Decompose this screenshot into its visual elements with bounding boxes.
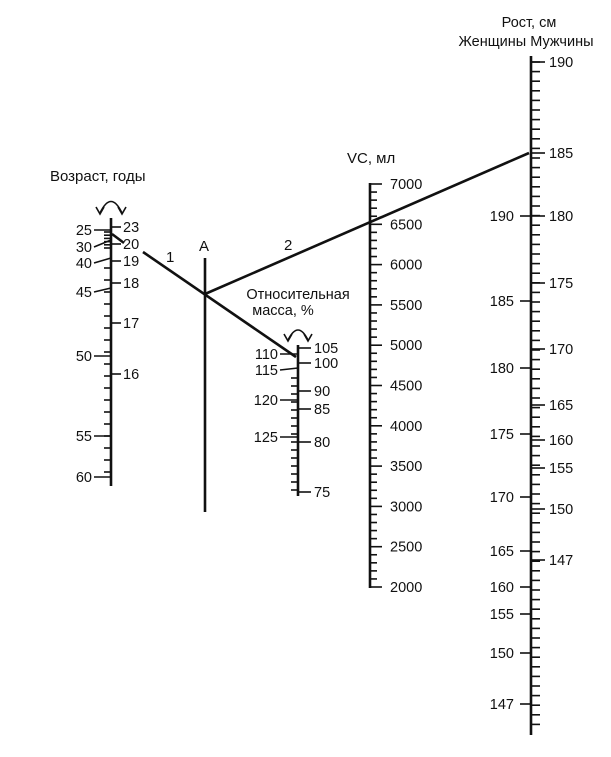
mass-rotate-arrowhead-right-icon [304, 334, 312, 341]
mass-left-labels [254, 347, 278, 446]
mass-scale-title-line1: Относительная [246, 287, 350, 303]
vc-label-3500: 3500 [390, 459, 423, 476]
mass-scale-title-line2: масса, % [252, 303, 314, 319]
age-scale-title: Возраст, годы [50, 168, 146, 185]
age-label-17: 17 [123, 316, 140, 332]
reference-line-a [199, 238, 209, 512]
height-scale-subtitle: Женщины Мужчины [458, 34, 594, 50]
vc-label-6000: 6000 [390, 257, 423, 274]
mass-axis-ticks [291, 378, 298, 490]
key-line-2 [205, 153, 529, 294]
age-label-23: 23 [123, 220, 140, 236]
height-men-label-155: 155 [549, 461, 574, 477]
height-men-label-170: 170 [549, 342, 574, 358]
age-label-55: 55 [75, 429, 92, 445]
age-left-pointers [94, 230, 111, 477]
vc-label-2500: 2500 [390, 539, 423, 556]
mass-label-85: 85 [314, 402, 331, 418]
age-label-20: 20 [123, 237, 140, 253]
mass-label-105: 105 [314, 341, 339, 357]
age-label-60: 60 [75, 470, 92, 486]
mass-label-90: 90 [314, 384, 331, 400]
mass-rotate-arrowhead-left-icon [284, 334, 292, 341]
height-scale [458, 15, 593, 735]
height-women-label-150: 150 [489, 646, 514, 662]
height-men-label-185: 185 [549, 146, 574, 162]
age-label-50: 50 [75, 349, 92, 365]
height-men-label-160: 160 [549, 433, 574, 449]
mass-label-75: 75 [314, 485, 331, 501]
mass-label-100: 100 [314, 356, 339, 372]
height-women-label-190: 190 [489, 209, 514, 225]
age-label-19: 19 [123, 254, 140, 270]
height-women-label-170: 170 [489, 490, 514, 506]
vc-label-7000: 7000 [390, 177, 423, 193]
key-line-2-label: 2 [284, 237, 293, 254]
vc-label-6500: 6500 [390, 217, 423, 234]
vc-label-5500: 5500 [390, 297, 423, 314]
mass-left-pointers [280, 354, 298, 437]
height-men-label-175: 175 [549, 276, 574, 292]
vc-axis-ticks [370, 184, 382, 587]
height-women-label-155: 155 [489, 607, 514, 623]
age-label-18: 18 [123, 276, 140, 292]
mass-label-115: 115 [254, 363, 278, 379]
height-women-label-147: 147 [489, 697, 514, 713]
age-left-labels [76, 223, 92, 486]
mass-label-110: 110 [254, 347, 278, 363]
height-men-label-180: 180 [549, 209, 574, 225]
age-right-labels [123, 220, 139, 383]
height-women-label-180: 180 [489, 361, 514, 377]
height-women-label-165: 165 [489, 544, 514, 560]
age-right-pointers [111, 227, 121, 374]
mass-scale [246, 287, 349, 501]
age-label-16: 16 [123, 367, 140, 383]
height-women-label-185: 185 [489, 294, 514, 310]
height-men-label-190: 190 [549, 55, 574, 71]
height-axis-ticks [531, 62, 540, 724]
line-a-label: A [199, 238, 210, 255]
mass-right-pointers [298, 348, 311, 492]
mass-label-120: 120 [253, 393, 278, 409]
age-label-45: 45 [75, 285, 92, 301]
vc-label-4500: 4500 [390, 378, 423, 395]
height-women-label-175: 175 [489, 427, 514, 443]
age-label-30: 30 [75, 240, 92, 256]
age-rotate-arrowhead-left-icon [96, 207, 104, 214]
age-label-40: 40 [75, 256, 92, 272]
mass-right-labels [314, 341, 338, 501]
age-label-25: 25 [75, 223, 92, 239]
vc-label-5000: 5000 [390, 338, 423, 355]
vc-label-4000: 4000 [390, 418, 423, 435]
mass-label-125: 125 [253, 430, 278, 446]
height-scale-title: Рост, см [501, 15, 557, 31]
vc-label-3000: 3000 [390, 499, 423, 516]
height-men-label-150: 150 [549, 502, 574, 518]
height-women-label-160: 160 [489, 580, 514, 596]
age-scale [50, 168, 145, 486]
key-line-1-label: 1 [166, 249, 175, 266]
vc-scale-title: VC, мл [347, 150, 396, 167]
vc-label-2000: 2000 [390, 580, 423, 596]
key-lines [143, 153, 529, 357]
height-women-labels [490, 209, 531, 713]
mass-label-80: 80 [314, 435, 331, 451]
height-men-label-147: 147 [549, 553, 574, 569]
age-rotate-arrowhead-right-icon [118, 207, 126, 214]
vc-labels [390, 177, 422, 596]
height-men-label-165: 165 [549, 398, 574, 414]
